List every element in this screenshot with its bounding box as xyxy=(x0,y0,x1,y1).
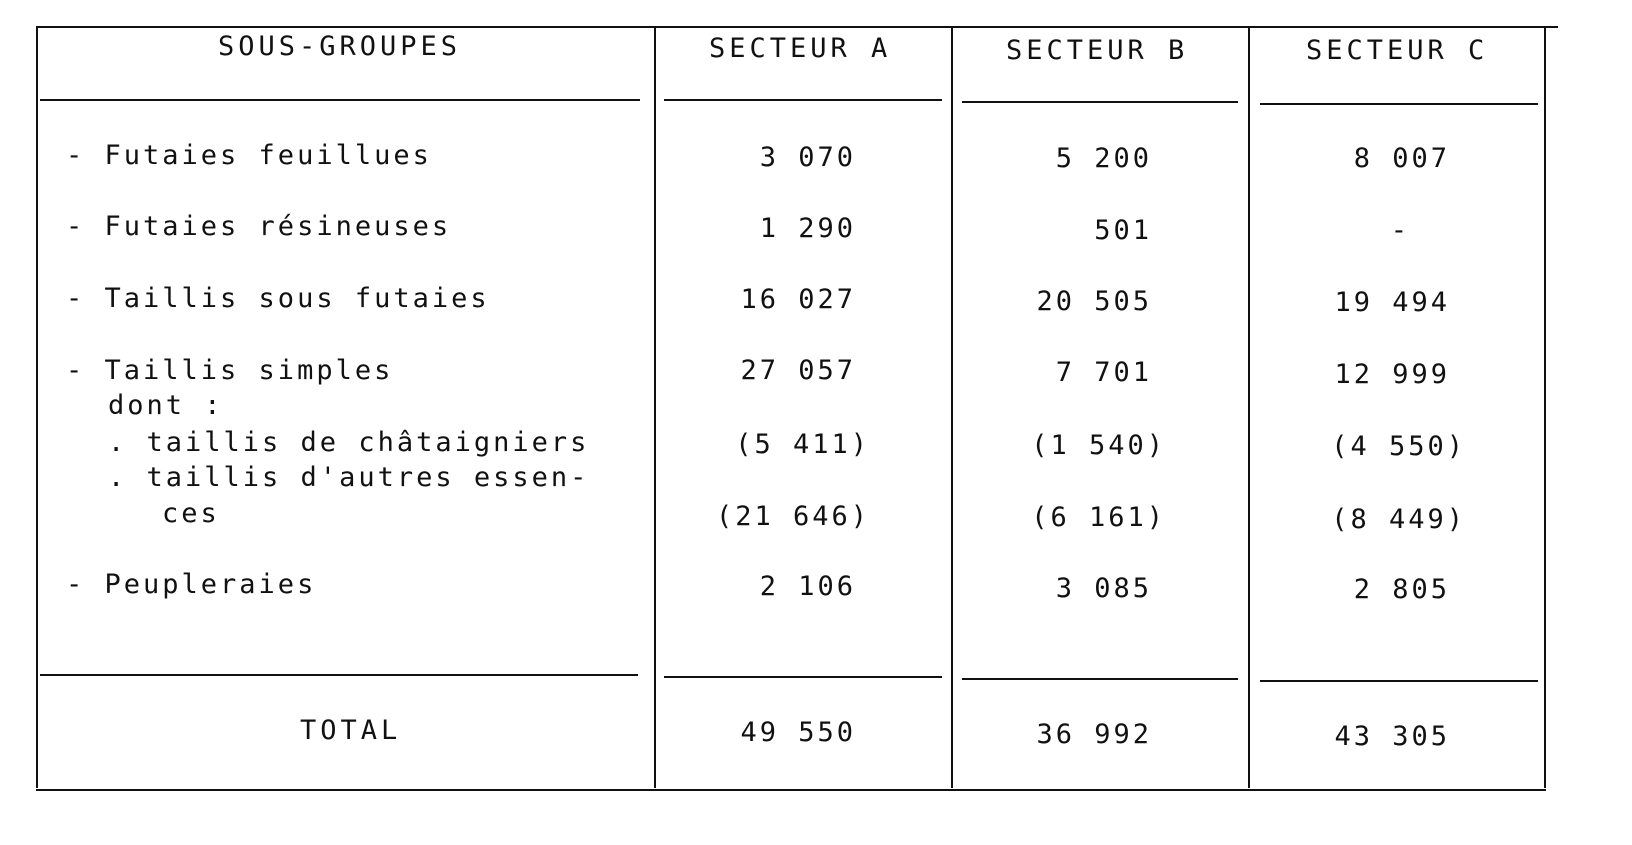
value-a-taillis-chataigniers: (5 411) xyxy=(735,429,870,460)
header-separator-1 xyxy=(40,99,640,101)
header-sous-groupes: SOUS-GROUPES xyxy=(218,31,462,62)
value-a-futaies-feuillues: 3 070 xyxy=(759,142,856,173)
value-a-peupleraies: 2 106 xyxy=(759,571,856,602)
header-separator-4 xyxy=(1260,103,1538,105)
value-a-taillis-sous-futaies: 16 027 xyxy=(740,284,856,315)
header-separator-3 xyxy=(962,101,1238,103)
value-b-futaies-feuillues: 5 200 xyxy=(1055,143,1152,174)
value-b-taillis-autres: (6 161) xyxy=(1031,502,1166,533)
value-a-taillis-autres: (21 646) xyxy=(715,501,870,532)
column-divider-a xyxy=(654,28,656,788)
header-secteur-a: SECTEUR A xyxy=(709,33,892,64)
table-left-border xyxy=(36,28,38,788)
total-value-a: 49 550 xyxy=(740,717,856,748)
value-c-futaies-resineuses: - xyxy=(1390,215,1410,246)
total-separator-1 xyxy=(40,674,638,676)
value-c-taillis-simples: 12 999 xyxy=(1334,359,1450,390)
value-b-taillis-sous-futaies: 20 505 xyxy=(1036,286,1152,317)
total-separator-3 xyxy=(962,678,1238,680)
value-b-taillis-simples: 7 701 xyxy=(1055,357,1152,388)
row-label-futaies-resineuses: - Futaies résineuses xyxy=(66,211,452,242)
value-c-taillis-autres: (8 449) xyxy=(1331,504,1466,535)
table-right-border xyxy=(1544,28,1546,788)
value-b-futaies-resineuses: 501 xyxy=(1094,215,1152,246)
table-top-border xyxy=(36,26,1558,28)
header-secteur-b: SECTEUR B xyxy=(1006,35,1189,66)
value-a-futaies-resineuses: 1 290 xyxy=(759,213,856,244)
value-a-taillis-simples: 27 057 xyxy=(740,355,856,386)
row-label-taillis-autres-essences: . taillis d'autres essen- xyxy=(108,462,590,493)
value-b-taillis-chataigniers: (1 540) xyxy=(1031,430,1166,461)
total-value-b: 36 992 xyxy=(1036,719,1152,750)
row-label-futaies-feuillues: - Futaies feuillues xyxy=(66,140,432,171)
total-separator-2 xyxy=(664,676,942,678)
row-label-taillis-chataigniers: . taillis de châtaigniers xyxy=(108,427,590,458)
value-c-taillis-sous-futaies: 19 494 xyxy=(1334,287,1450,318)
total-label: TOTAL xyxy=(300,715,402,746)
column-divider-b xyxy=(951,28,953,788)
column-divider-c xyxy=(1248,28,1250,788)
value-c-peupleraies: 2 805 xyxy=(1353,574,1450,605)
header-separator-2 xyxy=(664,99,942,101)
total-separator-4 xyxy=(1260,680,1538,682)
row-label-taillis-sous-futaies: - Taillis sous futaies xyxy=(66,283,490,314)
value-b-peupleraies: 3 085 xyxy=(1055,573,1152,604)
total-value-c: 43 305 xyxy=(1334,721,1450,752)
value-c-taillis-chataigniers: (4 550) xyxy=(1331,431,1466,462)
row-label-ces: ces xyxy=(162,498,220,529)
table-bottom-border xyxy=(36,789,1546,791)
header-secteur-c: SECTEUR C xyxy=(1306,35,1489,66)
row-label-peupleraies: - Peupleraies xyxy=(66,569,317,600)
value-c-futaies-feuillues: 8 007 xyxy=(1353,143,1450,174)
row-label-dont: dont : xyxy=(108,390,224,421)
row-label-taillis-simples: - Taillis simples xyxy=(66,355,394,386)
